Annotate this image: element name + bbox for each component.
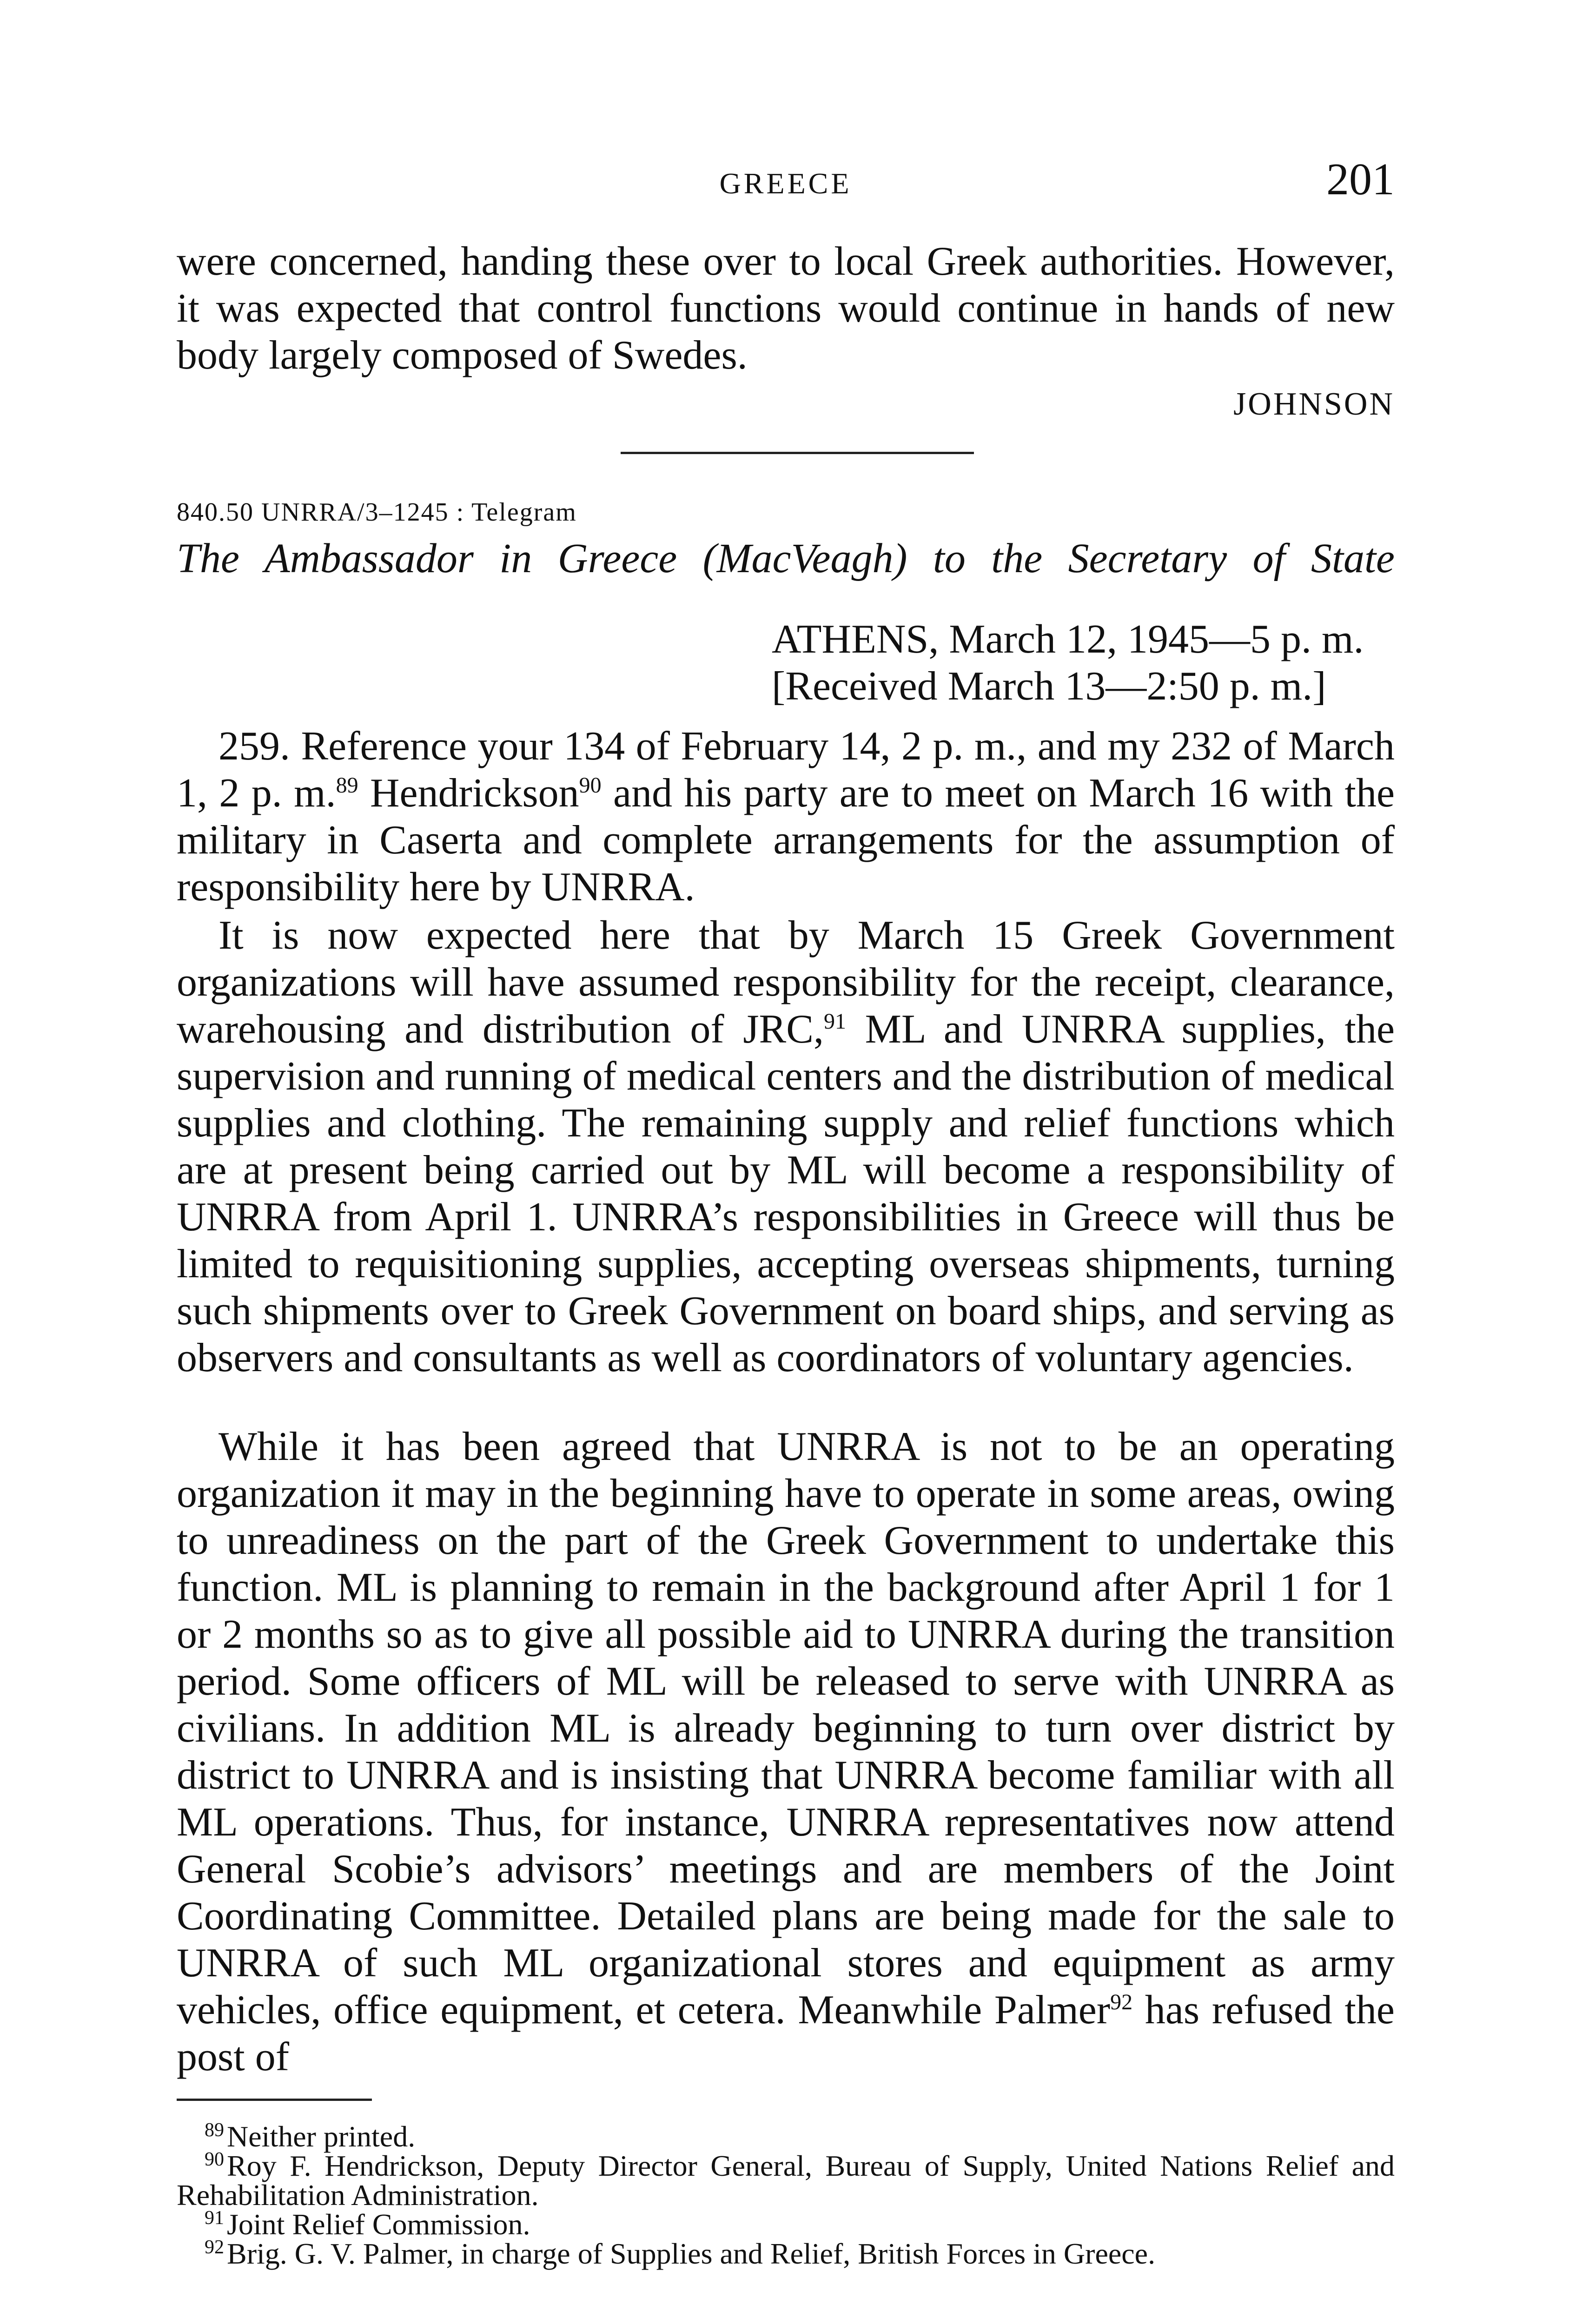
dateline-sent: ATHENS, March 12, 1945—5 p. m.	[772, 617, 1364, 662]
footnotes	[177, 2119, 1395, 2270]
footnote-ref[interactable]: 90	[579, 773, 602, 798]
text-run: Hendrickson	[358, 771, 579, 816]
footnote	[177, 2239, 1395, 2268]
dateline	[772, 616, 1395, 710]
continuation-paragraph: were concerned, handing these over to local Greek authorities. However, it was expected that control functions would continue in hands of new body largely composed of Swedes.	[177, 239, 1395, 378]
text-run: ML and UNRRA supplies, the supervision and running of medical centers and the distribution of medical supplies and clothing. The remaining supply and relief functions which are at present being carried out by ML will become a responsibility of UNRRA from April 1. UNRRA’s responsibilities in Greece will thus be limited to requisitioning supplies, accepting overseas shipments, turning such shipments over to Greek Government on board ships, and serving as observers and consultants as well as coordinators of voluntary agencies.	[177, 1007, 1395, 1380]
text-run: It is now expected here that by March 15 Greek Government organizations will have assumed responsibility for the receipt, clearance, warehousing and distribution of JRC,	[177, 913, 1395, 1052]
footnote-mark: 92	[205, 2237, 224, 2258]
file-reference: 840.50 UNRRA/3–1245 : Telegram	[177, 498, 577, 527]
body-paragraph-2	[177, 912, 1395, 1381]
footnote-ref[interactable]: 89	[336, 773, 358, 798]
text-run: has refused the post of	[177, 1987, 1395, 2080]
footnote-mark: 90	[205, 2149, 224, 2170]
text-run: 259. Reference your 134 of February 14, 2 p. m., and my 232 of March 1, 2 p. m.	[177, 724, 1395, 816]
body-paragraph-1	[177, 723, 1395, 911]
footnote-ref[interactable]: 92	[1110, 1990, 1133, 2014]
running-head	[177, 153, 1395, 209]
footnote	[177, 2151, 1395, 2210]
footnote	[177, 2119, 1395, 2153]
section-divider	[621, 452, 974, 454]
footnote-ref[interactable]: 91	[823, 1009, 846, 1034]
dateline-received: [Received March 13—2:50 p. m.]	[772, 664, 1326, 709]
footnote-text: Joint Relief Commission.	[227, 2208, 530, 2241]
footnote-mark: 91	[205, 2207, 224, 2229]
footnote	[177, 2207, 1395, 2241]
footnote-text: Neither printed.	[227, 2120, 416, 2153]
footnote-text: Brig. G. V. Palmer, in charge of Supplies and Relief, British Forces in Greece.	[227, 2237, 1156, 2270]
running-title: GREECE	[719, 167, 852, 200]
text-run: While it has been agreed that UNRRA is not to be an operating organization it may in the beginning have to operate in some areas, owing to unreadiness on the part of the Greek Government to undertake this function. ML is planning to remain in the background after April 1 for 1 or 2 months so as to give all possible aid to UNRRA during the transition period. Some officers of ML will be released to serve with UNRRA as civilians. In addition ML is already beginning to turn over district by district to UNRRA and is insisting that UNRRA become familiar with all ML operations. Thus, for instance, UNRRA representatives now attend General Scobie’s advisors’ meetings and are members of the Joint Coordinating Committee. Detailed plans are being made for the sale to UNRRA of such ML organizational stores and equipment as army vehicles, office equipment, et cetera. Meanwhile Palmer	[177, 1424, 1395, 2033]
footnote-text: Roy F. Hendrickson, Deputy Director General, Bureau of Supply, United Nations Relief and Rehabilitation Administration.	[177, 2149, 1395, 2212]
signature: JOHNSON	[1233, 386, 1395, 422]
text-run: and his party are to meet on March 16 with the military in Caserta and complete arrangements for the assumption of responsibility here by UNRRA.	[177, 771, 1395, 910]
body-paragraph-3	[177, 1423, 1395, 2080]
document-heading: The Ambassador in Greece (MacVeagh) to the Secretary of State	[177, 535, 1395, 581]
footnote-mark: 89	[205, 2119, 224, 2141]
page-number: 201	[1326, 154, 1395, 205]
footnote-divider	[177, 2099, 372, 2101]
